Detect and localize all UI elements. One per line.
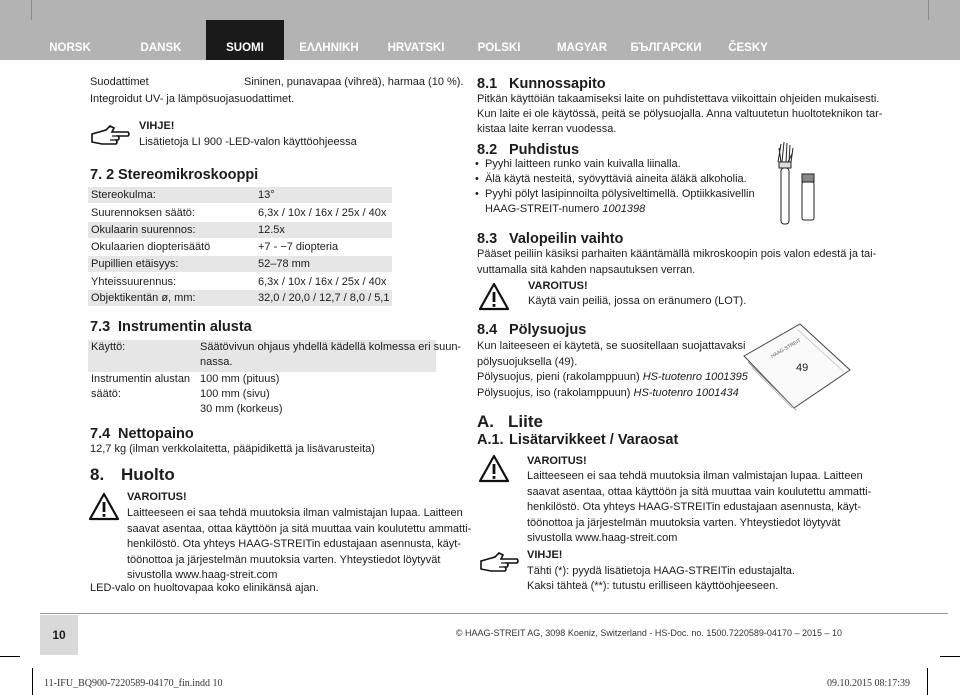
dustcover-small: [477, 370, 748, 386]
section-heading-8-3: [477, 231, 623, 247]
section-heading-8-4: [477, 322, 586, 338]
warning-text: [527, 469, 871, 547]
warning-title: VAROITUS!: [127, 491, 187, 503]
spec-value: 13°: [258, 189, 275, 201]
section-title: Liite: [508, 412, 543, 431]
dustcover-large: [477, 386, 748, 402]
tab-dansk[interactable]: DANSK: [140, 42, 182, 54]
hint-line: Tähti (*): pyydä lisätietoja HAAG-STREITin edustajalta.: [527, 565, 795, 577]
weight-text: 12,7 kg (ilman verkkolaitetta, pääpidikettä ja lisävarusteita): [90, 443, 375, 455]
use-text: Säätövivun ohjaus yhdellä kädellä kolmessa eri suun-: [200, 341, 462, 353]
text-line: kistaa laite kerran vuodessa.: [477, 123, 617, 135]
warning-line: saavat asentaa, ottaa käyttöön ja sitä muuttaa vain koulutettu ammatti-: [527, 485, 872, 498]
section-number: 7.3: [90, 319, 111, 335]
hint-text: [527, 564, 795, 594]
led-text: LED-valo on huoltovapaa koko elinikänsä ajan.: [90, 582, 319, 594]
spec-label: Suurennoksen säätö:: [91, 207, 195, 219]
dust-cover-illustration: [738, 318, 854, 414]
section-title: Instrumentin alusta: [118, 319, 252, 335]
text-line: Kun laiteeseen ei käytetä, se suositellaan suojattavaksi: [477, 340, 746, 352]
warning-icon: [478, 282, 510, 312]
spec-label: Yhteissuurennus:: [91, 276, 176, 288]
section-heading-8: [90, 465, 175, 485]
text-line: vuttamalla sitä kahden napsautuksen verran.: [477, 263, 696, 276]
dustcover-small-ref: HS-tuotenro 1001395: [642, 371, 748, 383]
section-number: A.: [477, 412, 494, 431]
spec-label: Stereokulma:: [91, 189, 156, 201]
tab-magyar[interactable]: MAGYAR: [556, 42, 608, 54]
section-title: Stereomikroskooppi: [118, 167, 259, 183]
adjust-value: 100 mm (sivu): [200, 388, 270, 400]
section-title: Nettopaino: [118, 426, 194, 442]
section-number: 7. 2: [90, 167, 115, 183]
spec-label: Okulaarin suurennos:: [91, 224, 196, 236]
section-heading-8-1: [477, 76, 606, 92]
section-number: 8.4: [477, 322, 498, 338]
adjust-value: 100 mm (pituus): [200, 373, 280, 385]
text-line: Pääset peiliin käsiksi parhaiten kääntämällä mikroskoopin pois valon edestä ja tai-: [477, 248, 877, 260]
section-heading-a-1: [477, 432, 678, 448]
warning-line: henkilöstö. Ota yhteys HAAG-STREITin edustajaan asennusta, käyt-: [127, 538, 462, 550]
section-title: Pölysuojus: [509, 322, 587, 338]
section-title: Puhdistus: [509, 142, 580, 158]
section-number: A.1.: [477, 432, 504, 448]
adjust-value: 30 mm (korkeus): [200, 403, 283, 415]
crop-mark: [32, 668, 33, 695]
spec-value: 52–78 mm: [258, 258, 310, 270]
warning-icon: [88, 492, 120, 522]
section-title: Lisätarvikkeet / Varaosat: [509, 432, 679, 448]
tab-cesky[interactable]: ČESKY: [728, 42, 768, 54]
mirror-text: [477, 247, 876, 278]
spec-value: +7 - −7 diopteria: [258, 241, 339, 253]
section-heading-8-2: [477, 142, 579, 158]
adjust-label: Instrumentin alustan: [91, 373, 191, 385]
warning-line: sivustolla www.haag-streit.com: [527, 532, 678, 544]
dustcover-small-label: Pölysuojus, pieni (rakolamppuun): [477, 371, 643, 383]
section-title: Huolto: [121, 465, 175, 484]
warning-icon: [478, 454, 510, 484]
print-date: 09.10.2015 08:17:39: [826, 678, 910, 689]
hint-title: VIHJE!: [527, 549, 563, 561]
spec-value: 6,3x / 10x / 16x / 25x / 40x: [258, 276, 387, 288]
dustcover-large-label: Pölysuojus, iso (rakolamppuun): [477, 386, 634, 399]
bullet-item: • Älä käytä nesteitä, syövyttäviä aineita äläkä alkoholia.: [485, 173, 747, 185]
section-number: 8.3: [477, 231, 498, 247]
text-line: Kun laite ei ole käytössä, peitä se pölysuojalla. Anna valtuutetun huoltoteknikon tar-: [477, 108, 883, 120]
pointing-hand-icon: [88, 120, 132, 150]
warning-line: töönottoa ja järjestelmän muutoksia varten. Yhteystiedot löytyvät: [527, 516, 841, 529]
spec-label: Pupillien etäisyys:: [91, 258, 179, 270]
section-heading-7-2: [90, 167, 258, 183]
warning-line: henkilöstö. Ota yhteys HAAG-STREITin edustajaan asennusta, käyt-: [527, 501, 862, 513]
section-title: Valopeilin vaihto: [509, 231, 624, 247]
spec-value: 6,3x / 10x / 16x / 25x / 40x: [258, 207, 387, 219]
section-heading-7-4: [90, 426, 194, 442]
print-file-info: 11-IFU_BQ900-7220589-04170_fin.indd 10: [44, 678, 223, 689]
section-title: Kunnossapito: [509, 76, 606, 92]
warning-line: töönottoa ja järjestelmän muutoksia varten. Yhteystiedot löytyvät: [127, 553, 441, 566]
section-heading-7-3: [90, 319, 252, 335]
warning-text: Käytä vain peiliä, jossa on eränumero (LOT).: [528, 295, 747, 307]
pointing-hand-icon: [477, 547, 521, 577]
brush-illustration: [768, 140, 828, 232]
cover-brand: HAAG-STREIT: [770, 337, 803, 360]
warning-title: VAROITUS!: [527, 455, 587, 467]
warning-line: saavat asentaa, ottaa käyttöön ja sitä muuttaa vain koulutettu ammatti-: [127, 522, 472, 535]
use-label: Käyttö:: [91, 341, 126, 353]
filters-line2: Integroidut UV- ja lämpösuojasuodattimet.: [90, 93, 295, 105]
warning-line: Laitteeseen ei saa tehdä muutoksia ilman valmistajan lupaa. Laitteen: [527, 470, 863, 482]
cover-number: 49: [796, 362, 809, 374]
spec-value: 12.5x: [258, 224, 285, 236]
tab-polski[interactable]: POLSKI: [477, 42, 521, 54]
hint-text: Lisätietoja LI 900 -LED-valon käyttöohjeessa: [139, 136, 357, 148]
warning-line: sivustolla www.haag-streit.com: [127, 569, 278, 581]
hint-line: Kaksi tähteä (**): tutustu erilliseen käyttöohjeeseen.: [527, 580, 779, 592]
warning-title: VAROITUS!: [528, 280, 588, 292]
warning-text: [127, 506, 471, 584]
section-number: 8.: [90, 465, 105, 484]
filters-value: Sininen, punavapaa (vihreä), harmaa (10 %).: [244, 76, 464, 88]
brush-reference: [485, 203, 645, 215]
spec-label: Objektikentän ø, mm:: [91, 292, 196, 304]
section-heading-a: [477, 412, 543, 432]
section-number: 8.2: [477, 142, 498, 158]
brush-ref-label: HAAG-STREIT-numero: [485, 203, 603, 215]
brush-ref-number: 1001398: [602, 203, 646, 215]
tab-norsk[interactable]: NORSK: [49, 42, 91, 54]
filters-label: Suodattimet: [90, 76, 149, 88]
crop-mark: [0, 656, 20, 657]
tab-bulgarski[interactable]: БЪЛГАРСКИ: [630, 42, 702, 54]
hint-title: VIHJE!: [139, 120, 175, 132]
page-number: 10: [40, 615, 78, 655]
dustcover-text: [477, 339, 748, 401]
text-line: Pitkän käyttöiän takaamiseksi laite on puhdistettava viikoittain ohjeiden mukaisesti.: [477, 93, 880, 105]
warning-line: Laitteeseen ei saa tehdä muutoksia ilman valmistajan lupaa. Laitteen: [127, 507, 463, 519]
crop-mark: [928, 0, 960, 20]
crop-mark: [0, 0, 32, 20]
tab-ellinika[interactable]: ΕΛΛΗΝΙΚΗ: [299, 42, 359, 54]
section-number: 7.4: [90, 426, 111, 442]
section-number: 8.1: [477, 76, 498, 92]
crop-mark: [927, 668, 928, 695]
text-line: pölysuojuksella (49).: [477, 355, 578, 368]
bullet-item: • Pyyhi laitteen runko vain kuivalla liinalla.: [485, 158, 681, 170]
spec-label: Okulaarien diopterisäätö: [91, 241, 211, 253]
spec-value: 32,0 / 20,0 / 12,7 / 8,0 / 5,1: [258, 292, 390, 304]
tab-suomi[interactable]: SUOMI: [206, 20, 284, 60]
maintenance-text: [477, 92, 882, 137]
tab-hrvatski[interactable]: HRVATSKI: [387, 42, 445, 54]
copyright: © HAAG-STREIT AG, 3098 Koeniz, Switzerland - HS-Doc. no. 1500.7220589-04170 – 2015 – 10: [455, 628, 842, 638]
crop-mark: [940, 656, 960, 657]
adjust-label: säätö:: [91, 388, 121, 400]
bullet-item: • Pyyhi pölyt lasipinnoilta pölysiveltimellä. Optiikkasivellin: [485, 188, 755, 200]
dustcover-large-ref: HS-tuotenro 1001434: [633, 386, 739, 399]
footer-rule: [40, 613, 948, 614]
use-text: nassa.: [200, 356, 233, 368]
language-bar: [0, 0, 960, 60]
